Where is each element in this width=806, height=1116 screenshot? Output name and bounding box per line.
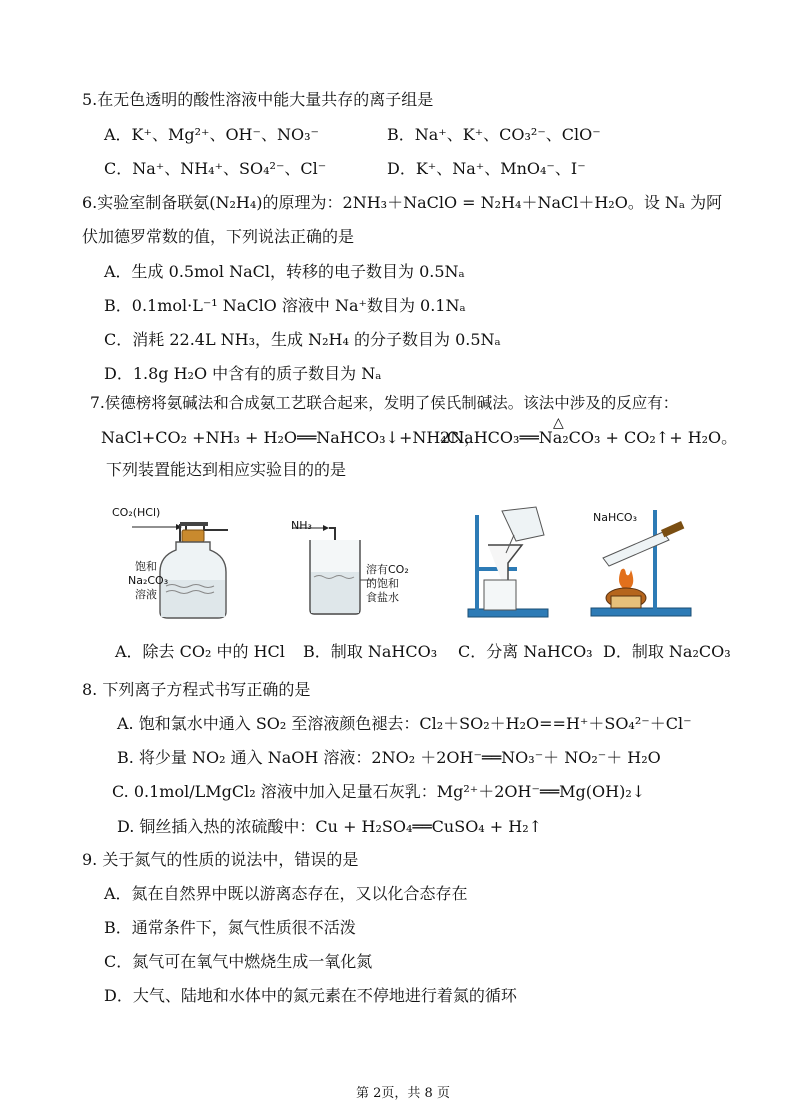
q9-option-a: A．氮在自然界中既以游离态存在，又以化合态存在 xyxy=(104,884,468,903)
figure-b-gas-label: NH₃ xyxy=(291,519,312,532)
q6-option-c: C．消耗 22.4L NH₃，生成 N₂H₄ 的分子数目为 0.5Nₐ xyxy=(104,330,501,349)
figure-d-reagent-label: NaHCO₃ xyxy=(593,511,637,524)
q8-option-a: A. 饱和氯水中通入 SO₂ 至溶液颜色褪去：Cl₂＋SO₂＋H₂O==H⁺＋SO₄²⁻＋Cl⁻ xyxy=(117,714,692,733)
q5-option-b: B．Na⁺、K⁺、CO₃²⁻、ClO⁻ xyxy=(387,125,601,144)
caption-d: D．制取 Na₂CO₃ xyxy=(603,642,731,661)
figure-a-solution-label-3: 溶液 xyxy=(135,588,157,601)
q5-option-c: C．Na⁺、NH₄⁺、SO₄²⁻、Cl⁻ xyxy=(104,159,327,178)
q7-equation-2: 2NaHCO₃══Na₂CO₃ + CO₂↑+ H₂O。 xyxy=(440,428,738,447)
q5-option-a: A．K⁺、Mg²⁺、OH⁻、NO₃⁻ xyxy=(104,125,319,144)
figure-a-gas-label: CO₂(HCl) xyxy=(112,506,161,519)
figure-b-solution-label-3: 食盐水 xyxy=(366,591,399,604)
apparatus-c xyxy=(462,505,572,623)
q9-option-d: D．大气、陆地和水体中的氮元素在不停地进行着氮的循环 xyxy=(104,986,517,1005)
figure-a-solution-label-1: 饱和 xyxy=(135,560,157,573)
q7-equation-1: NaCl+CO₂ +NH₃ + H₂O══NaHCO₃↓+NH₄Cl， xyxy=(101,428,481,447)
figure-a-solution-label-2: Na₂CO₃ xyxy=(128,574,169,587)
q8-option-d: D. 铜丝插入热的浓硫酸中：Cu + H₂SO₄══CuSO₄ + H₂↑ xyxy=(117,817,543,836)
q6-stem-line2: 伏加德罗常数的值，下列说法正确的是 xyxy=(82,227,355,246)
caption-a: A．除去 CO₂ 中的 HCl xyxy=(115,642,285,661)
figure-b-solution-label-1: 溶有CO₂ xyxy=(366,563,409,576)
page-footer: 第 2页，共 8 页 xyxy=(356,1086,450,1101)
q6-option-d: D．1.8g H₂O 中含有的质子数目为 Nₐ xyxy=(104,364,382,383)
q7-stem-line1: 7.侯德榜将氨碱法和合成氨工艺联合起来，发明了侯氏制碱法。该法中涉及的反应有： xyxy=(90,394,679,412)
heat-symbol: △ xyxy=(553,415,564,431)
q9-stem: 9. 关于氮气的性质的说法中，错误的是 xyxy=(82,850,359,869)
q9-option-b: B．通常条件下，氮气性质很不活泼 xyxy=(104,918,356,937)
q5-option-d: D．K⁺、Na⁺、MnO₄⁻、I⁻ xyxy=(387,159,586,178)
q6-option-b: B．0.1mol·L⁻¹ NaClO 溶液中 Na⁺数目为 0.1Nₐ xyxy=(104,296,466,315)
q9-option-c: C．氮气可在氧气中燃烧生成一氧化氮 xyxy=(104,952,373,971)
q8-option-b: B. 将少量 NO₂ 通入 NaOH 溶液：2NO₂ ＋2OH⁻══NO₃⁻＋ NO₂⁻＋ H₂O xyxy=(117,748,661,767)
q8-option-c: C. 0.1mol/LMgCl₂ 溶液中加入足量石灰乳：Mg²⁺＋2OH⁻══Mg(OH)₂↓ xyxy=(112,782,646,801)
q8-stem: 8. 下列离子方程式书写正确的是 xyxy=(82,680,311,699)
figure-b-solution-label-2: 的饱和 xyxy=(366,577,399,590)
caption-b: B．制取 NaHCO₃ xyxy=(303,642,438,661)
q6-option-a: A．生成 0.5mol NaCl，转移的电子数目为 0.5Nₐ xyxy=(104,262,465,281)
q7-stem-line3: 下列装置能达到相应实验目的的是 xyxy=(106,460,347,479)
q5-stem: 5.在无色透明的酸性溶液中能大量共存的离子组是 xyxy=(82,90,434,109)
q6-stem-line1: 6.实验室制备联氨(N₂H₄)的原理为：2NH₃＋NaClO = N₂H₄＋NaCl＋H₂O。设 Nₐ 为阿 xyxy=(82,193,723,212)
caption-c: C．分离 NaHCO₃ xyxy=(458,642,593,661)
